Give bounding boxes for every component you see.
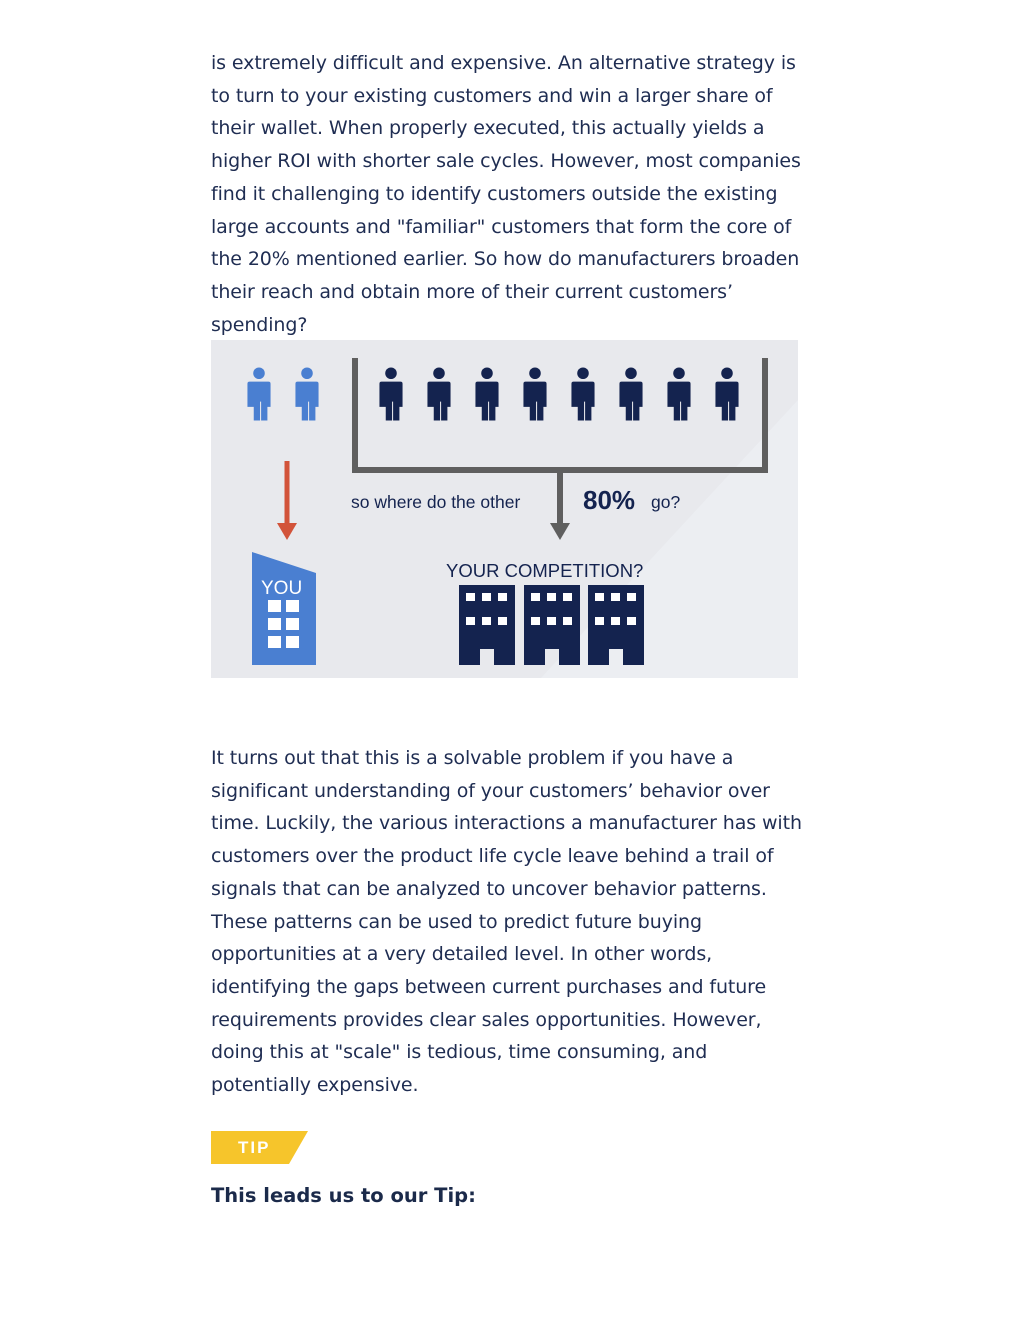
intro-paragraph: is extremely difficult and expensive. An alternative strategy is to turn to your existing customers and win a larger share of their wallet. When properly executed, this actually yields a higher ROI with shorter sale cycles. However, most companies find it challenging to identify customers outside the existing large accounts and "familiar" customers that form the core of the 20% mentioned earlier. So how do manufacturers broaden their reach and obtain more of their current customers’ spending? [211, 52, 801, 336]
competition-label: YOUR COMPETITION? [446, 560, 644, 581]
tip-badge-label: TIP [238, 1138, 271, 1157]
tip-badge [211, 1131, 311, 1164]
go-text: go? [651, 492, 681, 512]
solution-paragraph: It turns out that this is a solvable problem if you have a significant understanding of your customers’ behavior over time. Luckily, the various interactions a manufacturer has with customers over the product life cycle leave behind a trail of signals that can be analyzed to uncover behavior patterns. These patterns can be used to predict future buying opportunities at a very detailed level. In other words, identifying the gaps between current purchases and future requirements provides clear sales opportunities. However, doing this at "scale" is tedious, time consuming, and potentially expensive. [211, 747, 802, 1097]
question-text: so where do the other [351, 492, 521, 512]
tip-heading: This leads us to our Tip: [211, 1184, 476, 1207]
customer-share-infographic [211, 340, 798, 678]
percent-text: 80% [583, 485, 636, 515]
you-label: YOU [261, 578, 303, 599]
